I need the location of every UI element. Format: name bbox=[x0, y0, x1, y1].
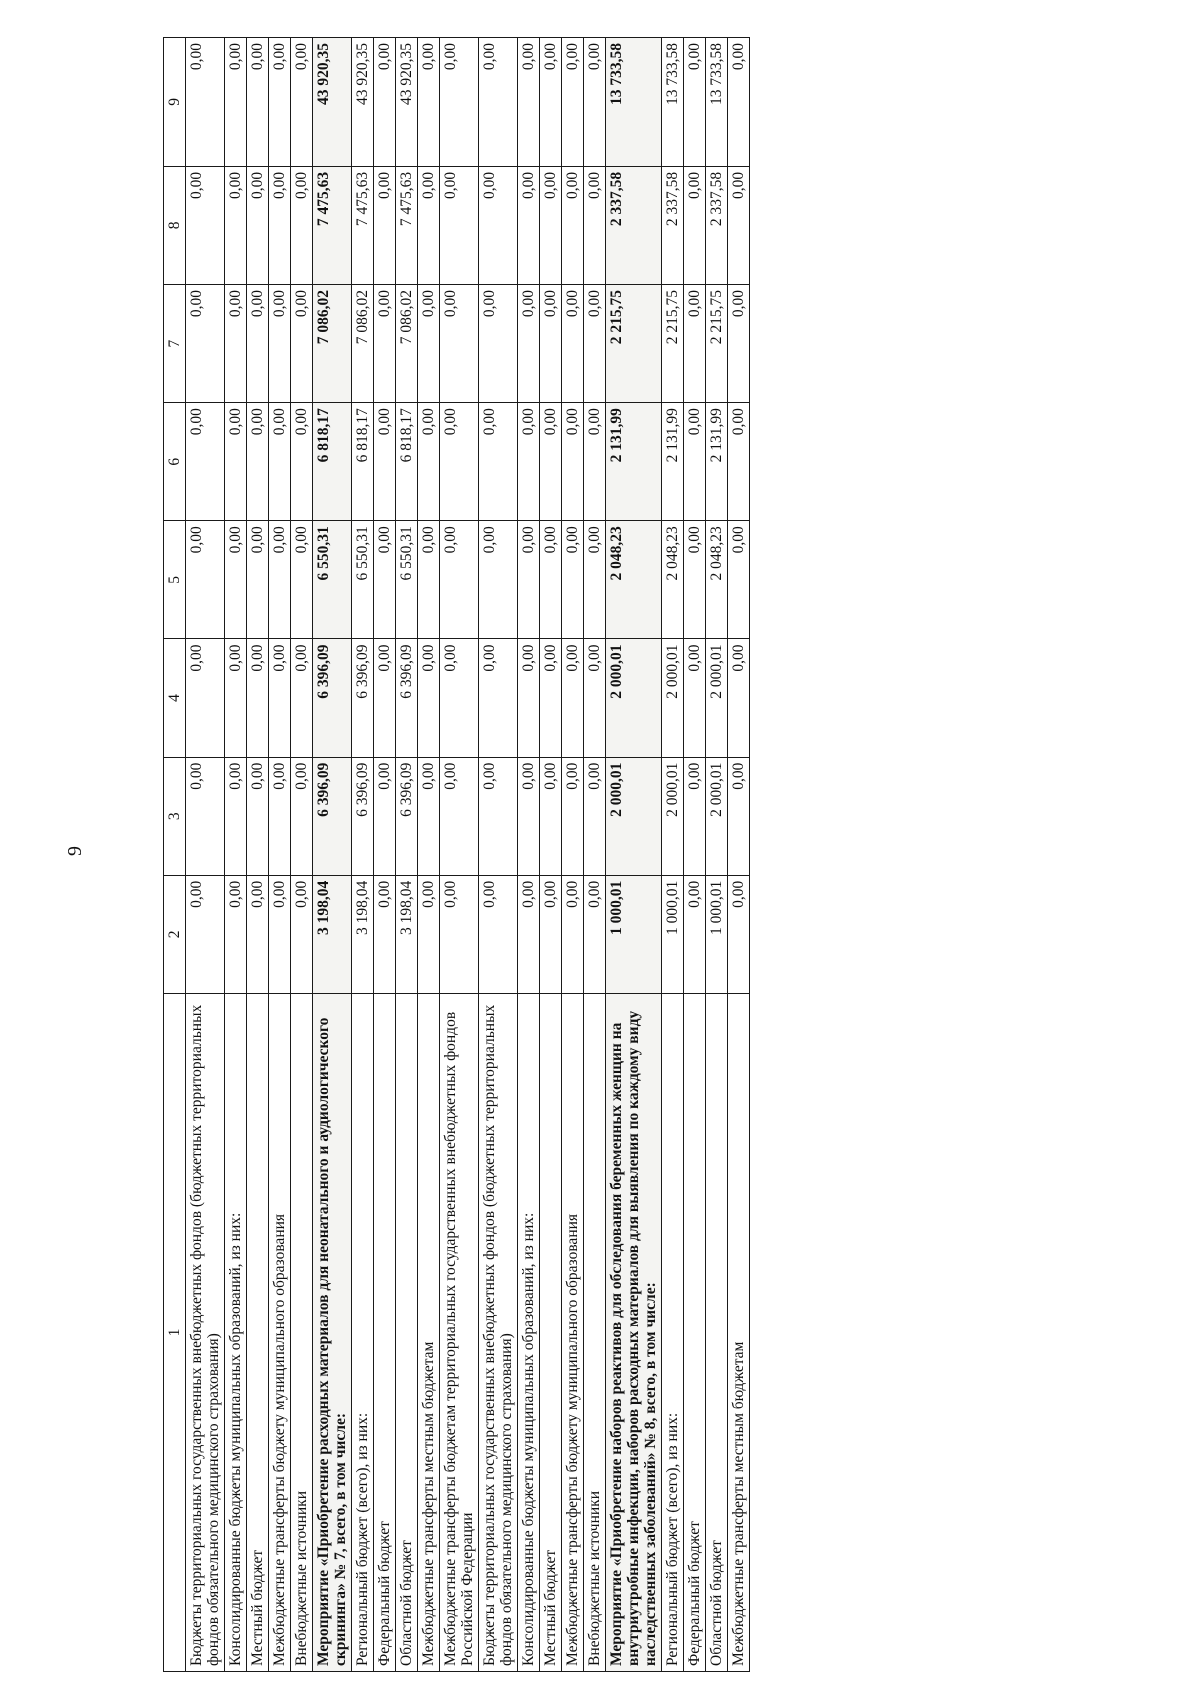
value-cell: 0,00 bbox=[562, 166, 584, 284]
value-cell: 2 131,99 bbox=[706, 403, 728, 521]
value-cell: 1 000,01 bbox=[606, 875, 662, 993]
value-cell: 0,00 bbox=[186, 166, 225, 284]
value-cell: 2 215,75 bbox=[606, 284, 662, 402]
value-cell: 0,00 bbox=[225, 403, 247, 521]
row-label: Областной бюджет bbox=[396, 993, 418, 1671]
table-row bbox=[706, 38, 728, 1672]
table-row bbox=[728, 38, 750, 1672]
value-cell: 0,00 bbox=[247, 639, 269, 757]
column-header-3: 3 bbox=[164, 757, 186, 875]
value-cell: 0,00 bbox=[479, 875, 518, 993]
value-cell: 0,00 bbox=[291, 166, 313, 284]
value-cell: 0,00 bbox=[440, 639, 479, 757]
table-row bbox=[606, 38, 662, 1672]
table-body bbox=[186, 38, 750, 1672]
value-cell: 0,00 bbox=[584, 639, 606, 757]
value-cell: 0,00 bbox=[225, 166, 247, 284]
value-cell: 0,00 bbox=[291, 757, 313, 875]
value-cell: 2 000,01 bbox=[662, 639, 684, 757]
value-cell: 0,00 bbox=[440, 757, 479, 875]
value-cell: 43 920,35 bbox=[352, 38, 374, 167]
column-header-4: 4 bbox=[164, 639, 186, 757]
value-cell: 0,00 bbox=[225, 875, 247, 993]
column-header-2: 2 bbox=[164, 875, 186, 993]
value-cell: 0,00 bbox=[584, 757, 606, 875]
rotated-table-container bbox=[163, 37, 1053, 1672]
value-cell: 0,00 bbox=[479, 403, 518, 521]
value-cell: 0,00 bbox=[374, 403, 396, 521]
value-cell: 0,00 bbox=[728, 166, 750, 284]
value-cell: 0,00 bbox=[247, 403, 269, 521]
row-label: Федеральный бюджет bbox=[374, 993, 396, 1671]
value-cell: 0,00 bbox=[479, 166, 518, 284]
page-number: 9 bbox=[64, 846, 86, 856]
value-cell: 6 818,17 bbox=[352, 403, 374, 521]
row-label: Межбюджетные трансферты местным бюджетам bbox=[418, 993, 440, 1671]
value-cell: 0,00 bbox=[684, 403, 706, 521]
value-cell: 6 396,09 bbox=[313, 639, 352, 757]
value-cell: 0,00 bbox=[418, 38, 440, 167]
value-cell: 0,00 bbox=[518, 403, 540, 521]
value-cell: 2 048,23 bbox=[706, 521, 728, 639]
value-cell: 0,00 bbox=[374, 284, 396, 402]
value-cell: 0,00 bbox=[728, 403, 750, 521]
row-label: Межбюджетные трансферты бюджету муниципального образования bbox=[269, 993, 291, 1671]
value-cell: 0,00 bbox=[291, 284, 313, 402]
value-cell: 7 086,02 bbox=[313, 284, 352, 402]
value-cell: 0,00 bbox=[225, 38, 247, 167]
row-label: Межбюджетные трансферты бюджетам территориальных государственных внебюджетных фондов Российской Федерации bbox=[440, 993, 479, 1671]
value-cell: 0,00 bbox=[374, 166, 396, 284]
value-cell: 0,00 bbox=[186, 875, 225, 993]
value-cell: 0,00 bbox=[374, 38, 396, 167]
row-label: Мероприятие «Приобретение наборов реактивов для обследования беременных женщин на внутриутробные инфекции, наборов расходных материалов для выявления по каждому виду наследственных заболеваний» № 8, всего, в том числе: bbox=[606, 993, 662, 1671]
row-label: Областной бюджет bbox=[706, 993, 728, 1671]
column-header-9: 9 bbox=[164, 38, 186, 167]
value-cell: 13 733,58 bbox=[606, 38, 662, 167]
value-cell: 0,00 bbox=[479, 38, 518, 167]
value-cell: 0,00 bbox=[562, 757, 584, 875]
value-cell: 0,00 bbox=[418, 284, 440, 402]
value-cell: 0,00 bbox=[291, 521, 313, 639]
value-cell: 0,00 bbox=[440, 38, 479, 167]
value-cell: 0,00 bbox=[684, 639, 706, 757]
value-cell: 0,00 bbox=[440, 166, 479, 284]
value-cell: 0,00 bbox=[186, 38, 225, 167]
value-cell: 0,00 bbox=[562, 284, 584, 402]
value-cell: 0,00 bbox=[479, 284, 518, 402]
value-cell: 0,00 bbox=[291, 875, 313, 993]
column-header-1: 1 bbox=[164, 993, 186, 1671]
value-cell: 6 550,31 bbox=[313, 521, 352, 639]
row-label: Внебюджетные источники bbox=[584, 993, 606, 1671]
value-cell: 0,00 bbox=[540, 757, 562, 875]
value-cell: 0,00 bbox=[440, 875, 479, 993]
table-row bbox=[584, 38, 606, 1672]
value-cell: 0,00 bbox=[684, 166, 706, 284]
value-cell: 0,00 bbox=[684, 284, 706, 402]
row-label: Бюджеты территориальных государственных внебюджетных фондов (бюджетных территориальных фондов обязательного медицинского страхования) bbox=[186, 993, 225, 1671]
value-cell: 2 337,58 bbox=[706, 166, 728, 284]
value-cell: 0,00 bbox=[269, 284, 291, 402]
value-cell: 0,00 bbox=[684, 875, 706, 993]
value-cell: 43 920,35 bbox=[313, 38, 352, 167]
value-cell: 2 215,75 bbox=[662, 284, 684, 402]
value-cell: 0,00 bbox=[540, 639, 562, 757]
value-cell: 0,00 bbox=[684, 38, 706, 167]
value-cell: 0,00 bbox=[728, 875, 750, 993]
value-cell: 2 131,99 bbox=[606, 403, 662, 521]
value-cell: 0,00 bbox=[225, 521, 247, 639]
value-cell: 0,00 bbox=[562, 521, 584, 639]
value-cell: 0,00 bbox=[584, 875, 606, 993]
value-cell: 0,00 bbox=[728, 284, 750, 402]
value-cell: 0,00 bbox=[374, 521, 396, 639]
value-cell: 6 396,09 bbox=[396, 757, 418, 875]
table-row bbox=[352, 38, 374, 1672]
value-cell: 0,00 bbox=[225, 757, 247, 875]
value-cell: 6 396,09 bbox=[352, 639, 374, 757]
value-cell: 13 733,58 bbox=[662, 38, 684, 167]
value-cell: 0,00 bbox=[247, 284, 269, 402]
value-cell: 0,00 bbox=[418, 403, 440, 521]
value-cell: 0,00 bbox=[518, 875, 540, 993]
value-cell: 0,00 bbox=[518, 38, 540, 167]
row-label: Местный бюджет bbox=[247, 993, 269, 1671]
value-cell: 0,00 bbox=[247, 875, 269, 993]
value-cell: 0,00 bbox=[684, 521, 706, 639]
value-cell: 0,00 bbox=[269, 403, 291, 521]
value-cell: 0,00 bbox=[247, 521, 269, 639]
value-cell: 0,00 bbox=[418, 757, 440, 875]
value-cell: 0,00 bbox=[247, 38, 269, 167]
value-cell: 2 000,01 bbox=[606, 757, 662, 875]
value-cell: 2 000,01 bbox=[706, 757, 728, 875]
value-cell: 7 086,02 bbox=[396, 284, 418, 402]
row-label: Региональный бюджет (всего), из них: bbox=[662, 993, 684, 1671]
value-cell: 0,00 bbox=[418, 639, 440, 757]
table-row bbox=[247, 38, 269, 1672]
value-cell: 0,00 bbox=[269, 639, 291, 757]
value-cell: 0,00 bbox=[291, 38, 313, 167]
value-cell: 13 733,58 bbox=[706, 38, 728, 167]
value-cell: 2 048,23 bbox=[662, 521, 684, 639]
value-cell: 0,00 bbox=[291, 639, 313, 757]
header-row bbox=[164, 38, 186, 1672]
value-cell: 7 475,63 bbox=[396, 166, 418, 284]
table-row bbox=[225, 38, 247, 1672]
value-cell: 0,00 bbox=[186, 521, 225, 639]
value-cell: 0,00 bbox=[584, 166, 606, 284]
table-row bbox=[269, 38, 291, 1672]
value-cell: 0,00 bbox=[518, 639, 540, 757]
value-cell: 6 396,09 bbox=[313, 757, 352, 875]
value-cell: 0,00 bbox=[479, 757, 518, 875]
value-cell: 0,00 bbox=[562, 403, 584, 521]
budget-table bbox=[163, 37, 750, 1672]
value-cell: 2 131,99 bbox=[662, 403, 684, 521]
value-cell: 0,00 bbox=[540, 521, 562, 639]
value-cell: 0,00 bbox=[562, 38, 584, 167]
table-row bbox=[313, 38, 352, 1672]
table-row bbox=[440, 38, 479, 1672]
table-row bbox=[186, 38, 225, 1672]
row-label: Консолидированные бюджеты муниципальных образований, из них: bbox=[518, 993, 540, 1671]
value-cell: 0,00 bbox=[186, 284, 225, 402]
value-cell: 6 396,09 bbox=[396, 639, 418, 757]
value-cell: 6 550,31 bbox=[352, 521, 374, 639]
value-cell: 0,00 bbox=[540, 284, 562, 402]
row-label: Межбюджетные трансферты бюджету муниципального образования bbox=[562, 993, 584, 1671]
row-label: Региональный бюджет (всего), из них: bbox=[352, 993, 374, 1671]
value-cell: 3 198,04 bbox=[352, 875, 374, 993]
column-header-6: 6 bbox=[164, 403, 186, 521]
value-cell: 0,00 bbox=[684, 757, 706, 875]
value-cell: 7 086,02 bbox=[352, 284, 374, 402]
value-cell: 7 475,63 bbox=[313, 166, 352, 284]
value-cell: 0,00 bbox=[269, 521, 291, 639]
column-header-8: 8 bbox=[164, 166, 186, 284]
value-cell: 0,00 bbox=[440, 284, 479, 402]
value-cell: 0,00 bbox=[562, 639, 584, 757]
value-cell: 0,00 bbox=[540, 403, 562, 521]
value-cell: 43 920,35 bbox=[396, 38, 418, 167]
value-cell: 0,00 bbox=[269, 875, 291, 993]
value-cell: 1 000,01 bbox=[662, 875, 684, 993]
value-cell: 0,00 bbox=[186, 639, 225, 757]
value-cell: 2 000,01 bbox=[662, 757, 684, 875]
value-cell: 0,00 bbox=[374, 757, 396, 875]
value-cell: 0,00 bbox=[269, 757, 291, 875]
table-row bbox=[684, 38, 706, 1672]
value-cell: 2 000,01 bbox=[706, 639, 728, 757]
value-cell: 0,00 bbox=[584, 284, 606, 402]
value-cell: 0,00 bbox=[440, 403, 479, 521]
table-row bbox=[418, 38, 440, 1672]
row-label: Консолидированные бюджеты муниципальных образований, из них: bbox=[225, 993, 247, 1671]
value-cell: 0,00 bbox=[728, 38, 750, 167]
value-cell: 0,00 bbox=[440, 521, 479, 639]
value-cell: 6 396,09 bbox=[352, 757, 374, 875]
value-cell: 3 198,04 bbox=[396, 875, 418, 993]
value-cell: 0,00 bbox=[247, 166, 269, 284]
value-cell: 2 215,75 bbox=[706, 284, 728, 402]
value-cell: 7 475,63 bbox=[352, 166, 374, 284]
value-cell: 0,00 bbox=[584, 38, 606, 167]
value-cell: 0,00 bbox=[584, 521, 606, 639]
table-row bbox=[479, 38, 518, 1672]
value-cell: 0,00 bbox=[479, 639, 518, 757]
value-cell: 0,00 bbox=[728, 639, 750, 757]
value-cell: 0,00 bbox=[518, 166, 540, 284]
value-cell: 0,00 bbox=[374, 875, 396, 993]
value-cell: 0,00 bbox=[518, 757, 540, 875]
row-label: Межбюджетные трансферты местным бюджетам bbox=[728, 993, 750, 1671]
value-cell: 0,00 bbox=[418, 166, 440, 284]
value-cell: 0,00 bbox=[540, 875, 562, 993]
table-row bbox=[540, 38, 562, 1672]
value-cell: 2 048,23 bbox=[606, 521, 662, 639]
value-cell: 0,00 bbox=[269, 166, 291, 284]
value-cell: 6 550,31 bbox=[396, 521, 418, 639]
value-cell: 0,00 bbox=[479, 521, 518, 639]
value-cell: 0,00 bbox=[291, 403, 313, 521]
table-row bbox=[396, 38, 418, 1672]
row-label: Бюджеты территориальных государственных внебюджетных фондов (бюджетных территориальных фондов обязательного медицинского страхования) bbox=[479, 993, 518, 1671]
row-label: Местный бюджет bbox=[540, 993, 562, 1671]
column-header-7: 7 bbox=[164, 284, 186, 402]
value-cell: 0,00 bbox=[518, 284, 540, 402]
value-cell: 0,00 bbox=[269, 38, 291, 167]
value-cell: 0,00 bbox=[562, 875, 584, 993]
row-label: Федеральный бюджет bbox=[684, 993, 706, 1671]
value-cell: 0,00 bbox=[374, 639, 396, 757]
value-cell: 0,00 bbox=[540, 38, 562, 167]
value-cell: 1 000,01 bbox=[706, 875, 728, 993]
value-cell: 0,00 bbox=[540, 166, 562, 284]
value-cell: 2 337,58 bbox=[606, 166, 662, 284]
table-row bbox=[562, 38, 584, 1672]
value-cell: 6 818,17 bbox=[313, 403, 352, 521]
row-label: Внебюджетные источники bbox=[291, 993, 313, 1671]
value-cell: 0,00 bbox=[518, 521, 540, 639]
value-cell: 0,00 bbox=[225, 284, 247, 402]
table-row bbox=[374, 38, 396, 1672]
value-cell: 2 337,58 bbox=[662, 166, 684, 284]
value-cell: 0,00 bbox=[418, 875, 440, 993]
row-label: Мероприятие «Приобретение расходных материалов для неонатального и аудиологического скрининга» № 7, всего, в том числе: bbox=[313, 993, 352, 1671]
value-cell: 0,00 bbox=[728, 521, 750, 639]
value-cell: 0,00 bbox=[186, 403, 225, 521]
value-cell: 0,00 bbox=[225, 639, 247, 757]
value-cell: 2 000,01 bbox=[606, 639, 662, 757]
value-cell: 0,00 bbox=[247, 757, 269, 875]
table-row bbox=[291, 38, 313, 1672]
value-cell: 3 198,04 bbox=[313, 875, 352, 993]
value-cell: 0,00 bbox=[728, 757, 750, 875]
value-cell: 0,00 bbox=[418, 521, 440, 639]
value-cell: 0,00 bbox=[186, 757, 225, 875]
table-row bbox=[518, 38, 540, 1672]
value-cell: 6 818,17 bbox=[396, 403, 418, 521]
value-cell: 0,00 bbox=[584, 403, 606, 521]
column-header-5: 5 bbox=[164, 521, 186, 639]
table-row bbox=[662, 38, 684, 1672]
